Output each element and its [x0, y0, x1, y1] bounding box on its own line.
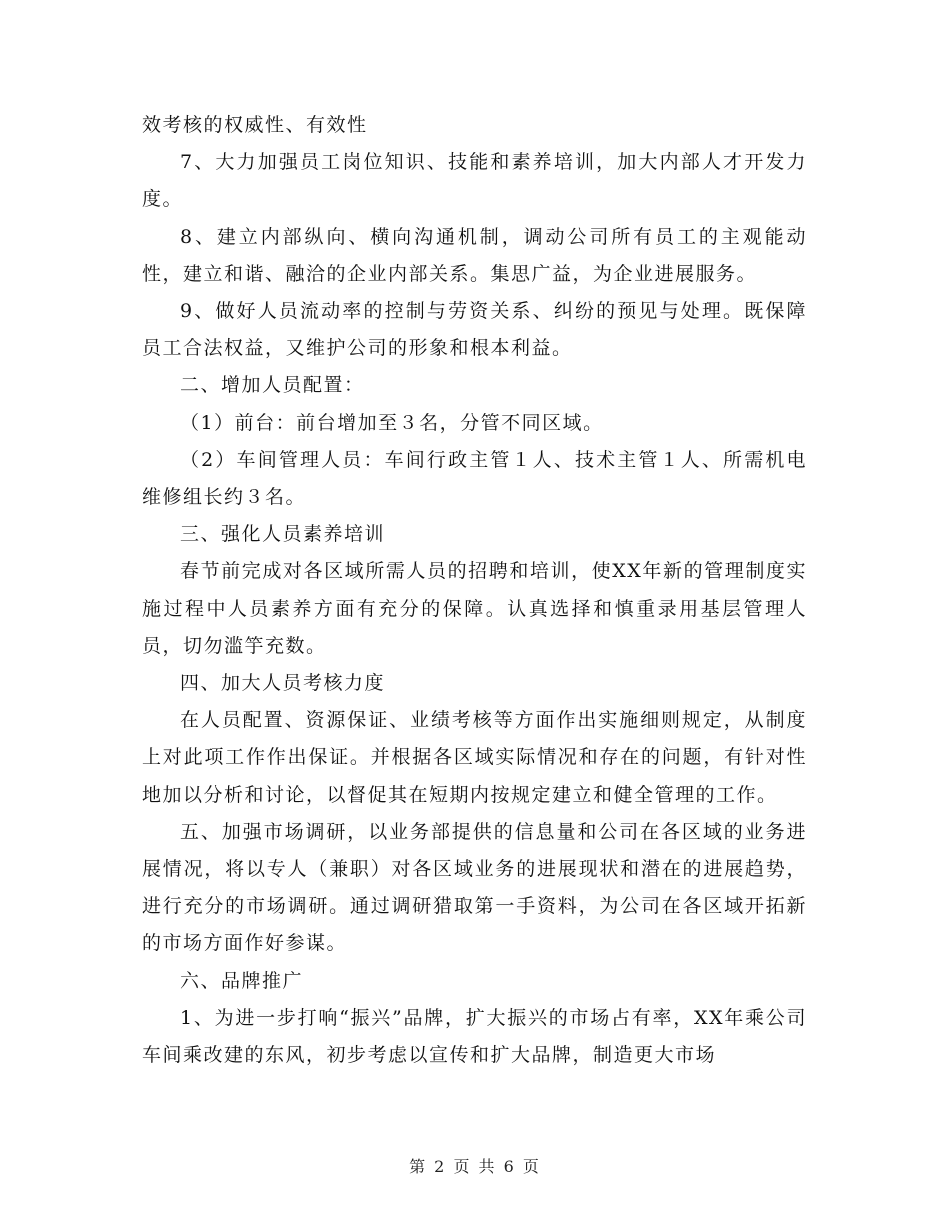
- paragraph: 五、加强市场调研，以业务部提供的信息量和公司在各区域的业务进展情况，将以专人（兼职）对各区域业务的进展现状和潜在的进展趋势，进行充分的市场调研。通过调研猎取第一手资料，为公司在各区域开拓新的市场方面作好参谋。: [142, 820, 807, 955]
- paragraph: 效考核的权威性、有效性: [142, 114, 368, 136]
- paragraph: 在人员配置、资源保证、业绩考核等方面作出实施细则规定，从制度上对此项工作作出保证。并根据各区域实际情况和存在的问题，有针对性地加以分析和讨论，以督促其在短期内按规定建立和健全管理的工作。: [142, 709, 807, 806]
- section-heading: 六、品牌推广: [180, 969, 304, 992]
- section-heading: 二、增加人员配置：: [180, 374, 365, 397]
- page-number-footer: 第 2 页 共 6 页: [409, 1157, 541, 1176]
- paragraph: 9、做好人员流动率的控制与劳资关系、纠纷的预见与处理。既保障员工合法权益，又维护公司的形象和根本利益。: [142, 300, 807, 360]
- section-heading: 三、强化人员素养培训: [180, 523, 386, 546]
- list-item: （2）车间管理人员：车间行政主管１人、技术主管１人、所需机电维修组长约３名。: [142, 448, 807, 509]
- paragraph: 7、大力加强员工岗位知识、技能和素养培训，加大内部人才开发力度。: [142, 151, 807, 211]
- document-body: [142, 107, 807, 1074]
- paragraph: 春节前完成对各区域所需人员的招聘和培训，使XX年新的管理制度实施过程中人员素养方面有充分的保障。认真选择和慎重录用基层管理人员，切勿滥竽充数。: [142, 560, 807, 657]
- paragraph: 1、为进一步打响“振兴”品牌，扩大振兴的市场占有率，XX年乘公司车间乘改建的东风，初步考虑以宣传和扩大品牌，制造更大市场: [142, 1006, 807, 1067]
- section-heading: 四、加大人员考核力度: [180, 672, 386, 695]
- list-item: （1）前台：前台增加至３名，分管不同区域。: [180, 411, 604, 434]
- paragraph: 8、建立内部纵向、横向沟通机制，调动公司所有员工的主观能动性，建立和谐、融洽的企业内部关系。集思广益，为企业进展服务。: [142, 225, 807, 285]
